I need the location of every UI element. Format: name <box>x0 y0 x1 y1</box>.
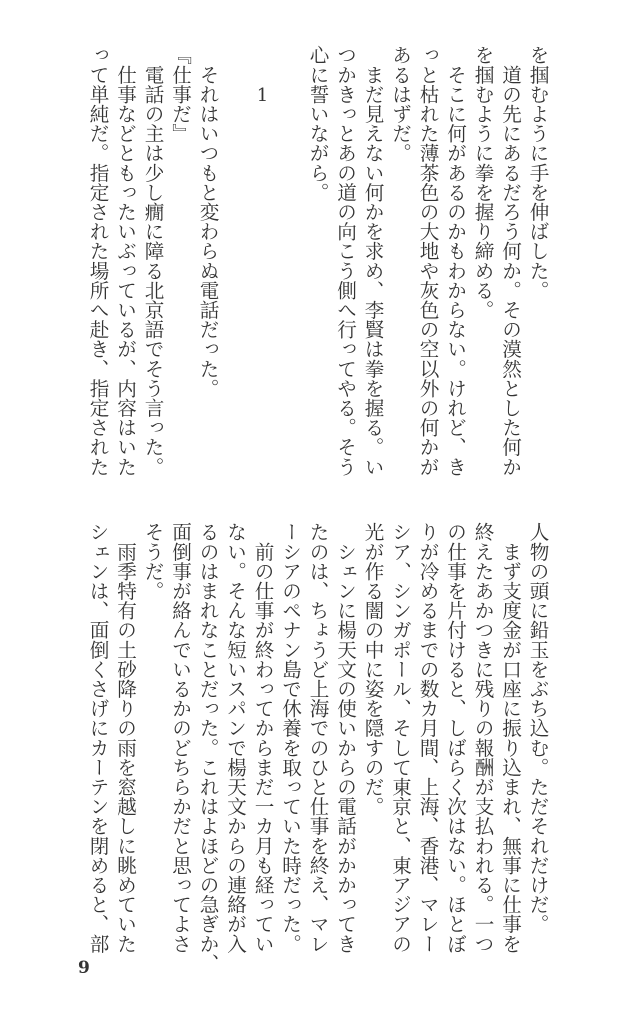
text-column: 心に誓いながら。 <box>306 45 329 202</box>
text-column: 電話の主は少し癇に障る北京語でそう言った。 <box>141 45 164 477</box>
text-column: たのは、ちょうど上海でのひと仕事を終え、マレ <box>306 522 329 954</box>
text-column: 雨季特有の土砂降りの雨を窓越しに眺めていた <box>113 522 137 954</box>
text-column: つかきっとあの道の向こう側へ行ってやる。そう <box>333 45 357 477</box>
text-column: って単純だ。指定された場所へ赴き、指定された <box>86 45 109 477</box>
chapter-number: 1 <box>252 85 273 106</box>
text-column: まだ見えない何かを求め、李賢は拳を握る。い <box>361 45 384 477</box>
text-column: 光が作る闇の中に姿を隠すのだ。 <box>361 522 384 816</box>
text-column: あるはずだ。 <box>388 45 412 163</box>
text-column: そうだ。 <box>141 522 164 601</box>
text-column: 人物の頭に鉛玉をぶち込む。ただそれだけだ。 <box>526 522 549 934</box>
text-column: それはいつもと変わらぬ電話だった。 <box>196 45 219 398</box>
text-column: を掴むように拳を握り締める。 <box>471 45 494 320</box>
text-column: 前の仕事が終わってからまだ一カ月も経ってい <box>251 522 274 954</box>
text-column: 終えたあかつきに残りの報酬が支払われる。一つ <box>471 522 494 954</box>
text-column: の仕事を片付けると、しばらく次はない。ほとぼ <box>443 522 467 954</box>
text-column: 『仕事だ』 <box>168 45 192 143</box>
bottom-text-block <box>84 522 552 972</box>
text-column: 仕事などともったいぶっているが、内容はいた <box>113 45 137 477</box>
text-column: ない。そんな短いスパンで楊天文からの連絡が入 <box>223 522 247 954</box>
page-number: 9 <box>78 958 90 978</box>
text-column: シア、シンガポール、そして東京と、東アジアの <box>388 522 412 954</box>
column-spacer <box>221 45 249 495</box>
text-column: 面倒事が絡んでいるかのどちらかだと思ってよさ <box>168 522 192 954</box>
text-column: を掴むように手を伸ばした。 <box>526 45 549 300</box>
text-column: まず支度金が口座に振り込まれ、無事に仕事を <box>498 522 522 954</box>
text-column: シェンは、面倒くさげにカーテンを閉めると、部 <box>86 522 109 954</box>
top-text-block <box>84 45 552 495</box>
text-column: シェンに楊天文の使いからの電話がかかってき <box>333 522 357 954</box>
text-column: ーシアのペナン島で休養を取っていた時だった。 <box>278 522 302 954</box>
text-column: 道の先にあるだろう何か。その漠然とした何か <box>498 45 522 477</box>
column-spacer <box>276 45 304 495</box>
text-column: っと枯れた薄茶色の大地や灰色の空以外の何かが <box>416 45 439 477</box>
text-column: そこに何があるのかもわからない。けれど、き <box>443 45 467 477</box>
text-column: るのはまれなことだった。これはよほどの急ぎか、 <box>196 522 219 973</box>
text-column: りが冷めるまでの数カ月間、上海、香港、マレー <box>416 522 439 954</box>
